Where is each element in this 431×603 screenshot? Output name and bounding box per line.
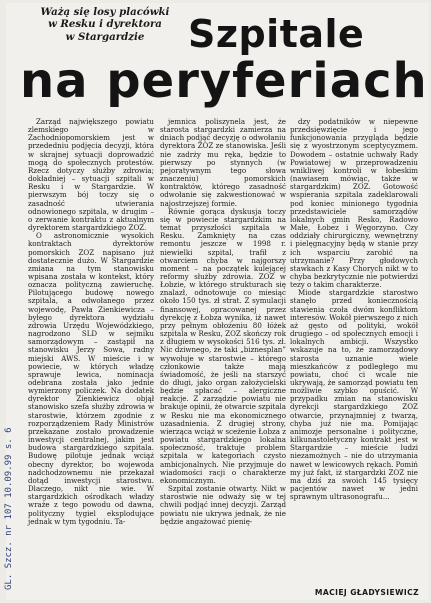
paragraph: Zarząd największego powiatu zlemskiego w Zachodniopomorskiem jest w przededniu podjęcia decyzji, która w skrajnej sytuacji doprowadzić mogą do społecznych protestów. Rzecz dotyczy służby zdrowia; dokładniej – sytuacji szpitali w Resku i w Stargardzie. W pierwszym bój toczy się o zasadność utwierania odnowionego szpitala, w drugim – o zerwanie kontraktu z aktualnym dyrektorem stargardzkiego ZOZ. (28, 117, 154, 233)
deck-line: Ważą się losy placówki (40, 6, 170, 18)
article-column-2 (160, 118, 286, 526)
paragraph: Równie gorąca dyskusja toczy się w powiecie stargardzkim na temat przyszłości szpitala w Resku. Zamknięty na czas remontu jeszcze w 1998 r. niewielki szpital, trafił z otwarciem chyba w najgorszy moment – na początek kulejącej reformy służby zdrowia. ZOZ w Łobzie, w którego strukturach się znalazł, odnotowuje co miesiąc około 150 tys. zł strat. Z symulacji finansowej, opracowanej przez dyrekcję z Łobza wynika, iż nawet przy pełnym obłożeniu 80 łóżek szpitala w Resku, ZOZ skończy rok z długiem w wysokości 516 tys. zł. Nic dziwnego, że taki „biznesplan” wywołuje w starostwie – którego członkowie także mają świadomość, że jeśli na starszyć do długi, jako organ założycielski będzie spłacać – alergiczne reakcje. Z zarządzie powiatu nie brakuje opinii, że otwarcie szpitala w Resku nie ma ekonomicznego uzasadnienia. Z drugiej strony, wierząca wciąż w sceżenie Łobza z powiatu stargardzkiego lokalna społeczność, traktuje problem szpitala w kategoriach czysto ambicjonalnych. Nie przyjmuje do wiadomości racji o charakterze ekonomicznym. (160, 206, 286, 485)
paragraph: Szpital zostanie otwarty. Nikt w starostwie nie odważy się w tej chwili podjąć innej decyzji. Zarząd powiatu nie ukrywa jednak, że nie będzie angażować pienię- (160, 484, 286, 526)
paragraph: dzy podatników w niepewne przedsięwzięcie i jego funkcjonowania przygląda będzie się z wyostrzonym sceptycyzmem. Dowodem – ostatnie uchwały Rady Powiatowej w przeprowadzeniu wnikliwej kontroli w łobeskim (nawiasem mówiąc, także w stargardzkim) ZOZ. Gotowość wspierania szpitala zadeklarowali pod koniec minionego tygodnia przedstawiciele samorządów lokalnych gmin Resko, Radowo Małe, Łobez i Węgorzyno. Czy oddziały chirurgiczny, wewnętrzny i pielęgnacyjny będą w stanie przy ich wsparciu zarobić na utrzymanie? Przy głodowych stawkach z Kasy Chorych nikt w to chyba bezkrytycznie nie potwierdzi tezy o takim charakterze. (290, 117, 418, 290)
deck-line: w Resku i dyrektora (48, 18, 162, 31)
headline-line-1: Szpitale (188, 12, 365, 56)
author-byline: MACIEJ GŁADYSIEWICZ (314, 588, 419, 597)
deck-line: w Stargardzie (65, 30, 145, 43)
paragraph: jemnica poliszynela jest, że starosta stargardzki zamierza na dniach podjąć decyzję o odwołaniu dyrektora ZOZ ze stanowiska. Jeśli nie zadrży mu ręka, będzie to pierwszy po stynnych (w pejoratywnym tego słowa znaczeniu) pomorskich kontraktów, którego zasadność odwołanie się zakwestionować w najostrzejszej formie. (160, 117, 286, 208)
headline-line-2: na peryferiach (20, 53, 428, 109)
handwritten-annotation: GL. Szcz. nr 107 10.09.99 s. 6 (4, 427, 14, 590)
paragraph: O astronomicznie wysokich kontraktach dyrektorów pomorskich ZOZ napisano już dostatecznie dużo. W Stargardzie zmiana na tym stanowisku wpisana została w kontekst, który oznacza polityczną zawieruchę. Pilotującego budowę nowego szpitala, a odwołanego przez wojewodę, Pawła Zienkiewicza – byłego dyrektora wydziału zdrowia Urzędu Wojewódzkiego, nagrodzono SLD w sejmiku samorządowym – zastąpił na stanowisku Jerzy Sowa, radny miejski AWS. W mieście i w powiecie, w których władzę sprawuje lewica, nominacja odebrana została jako jednie wymierzony policzek. Na dodatek dyrektor Zienkiewicz objął stanowisko szefa służby zdrowia w starostwie, którzem zgodnie z rozporządzeniem Rady Ministrów przekazane zostało prowadzenie inwestycji centralnej, jakim jest budowa stargardzkiego szpitala. Budowę pilotuje jednak wciąż obecny dyrektor, bo wojewoda nadchodzownemu nie przekazał dotąd inwestycji starostwu. Dlaczego, nikt nie wie. W stargardzkich ośrodkach władzy wraże z tego powodu od dawna, polityczny tygiel eksplodujące jednak w tym tygodniu. Ta- (28, 231, 154, 526)
article-deck (40, 6, 170, 43)
paragraph: Miode stargardzkie starostwo stanęło przed koniecznością stawienia czoła dwóm konfliktom interesów. Wokół pierwszego z nich aż gęsto od polityki, wokół drugiego – od społecznych emocji i lokalnych ambicji. Wszystko wskazuje na to, że zamorządowy starosta uznanie wiele mieszkańców z podległego mu powiatu, choć ci wcale nie ukrywają, że samorząd powiatu ten możliwie szybko opuścić. W przypadku zmian na stanowisku dyrekcji stargardzkiego ZOZ otwarcie, przynajmniej z twarzą, chyba już nie ma. Pomijając animozje personalne i polityczne, kilkunastoletyczny kontrakt jest w Stargardzie – mieście ludzi niezamożnych – nie do utrzymania nawet w lewicowych rękach. Pomiń my już fakt, iż stargardzki ZOZ nie ma dziś za swoich 145 tysięcy pacjentów nawet w jedni sprawnym ultrasonografu... (290, 288, 418, 502)
article-column-3 (290, 118, 418, 501)
article-column-1 (28, 118, 154, 526)
